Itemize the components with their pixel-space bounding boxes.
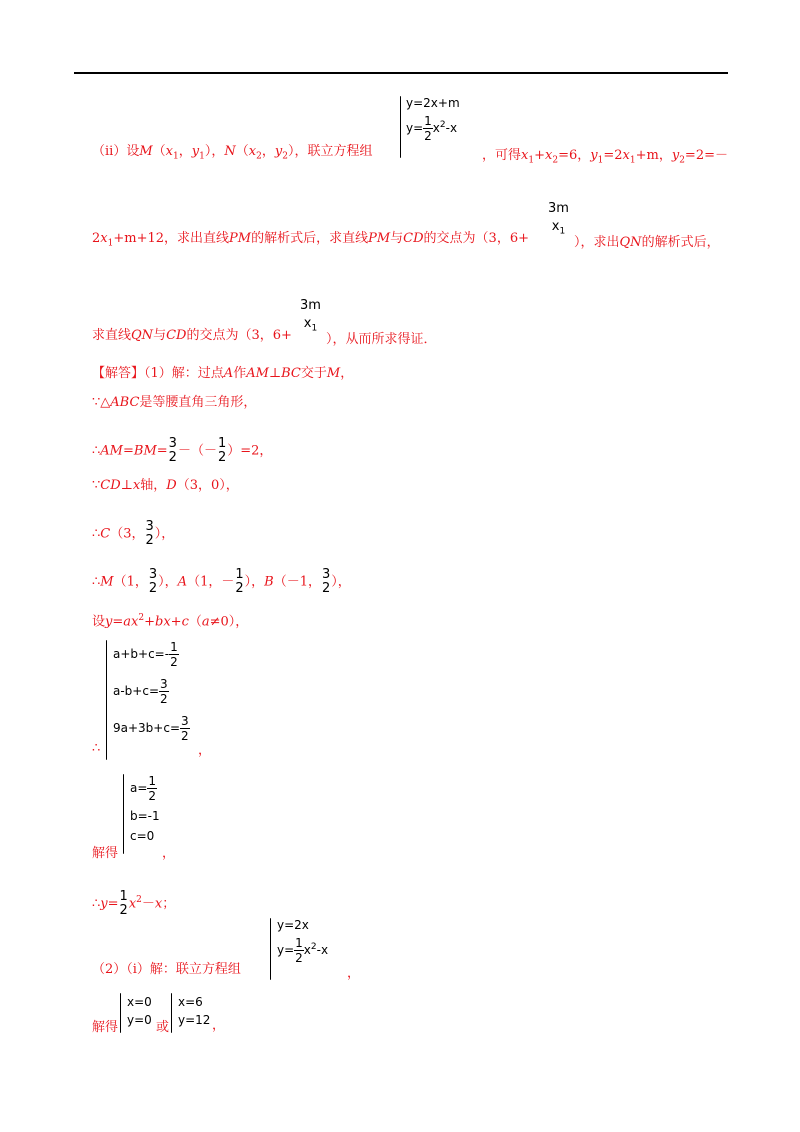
fraction-3m-x1-a: 3m $x_1$ (548, 201, 569, 237)
jiede-label-2: 解得 (92, 1020, 119, 1035)
equation-system-d: x=0 y=0 (127, 995, 152, 1027)
paragraph-ii-line1: （ii）设$M(x_1$，$y_1$），$N(x_2$，$y_2$），联立方程组 (92, 144, 373, 162)
equation-system-b: a= $\frac{1}{2}$ b=-1 c=0 (130, 774, 160, 843)
system-brace-d (120, 993, 121, 1033)
header-rule (74, 72, 728, 74)
paragraph-ii-line1-tail: ，可得$x_1+x_2=6$，$y_1=2x_1+m$，$y_2=2=-$ (482, 148, 728, 166)
therefore-symbol: ∴ (92, 741, 101, 756)
paragraph-ii-line2-tail: ），求出QN的解析式后， (574, 235, 720, 250)
answer-line3: ∴AM=BM= 3 2 －（－ 1 2 ）=2， (92, 436, 273, 465)
equation-system-1: y=2x+m y= $\frac{1}{2}$ $x^2-x$ (406, 96, 460, 143)
comma: ， (212, 1018, 226, 1033)
answer-line1: 【解答】（1）解：过点A作AM⊥BC交于M， (92, 366, 354, 381)
system-brace-b (123, 774, 124, 854)
answer-line6: ∴M（1， 3 2 ），A（1，－ 1 2 ），B（－1， 3 2 ）， (92, 567, 351, 596)
equation-line: y=2x+m (406, 96, 460, 110)
equation-system-e: x=6 y=12 (178, 995, 211, 1027)
answer-line5: ∴C（3， 3 2 ）， (92, 519, 175, 548)
paragraph-ii-line3-tail: ），从而所求得证． (326, 332, 437, 347)
answer-line8: ∴y= 1 2 $x^2-x$； (92, 889, 176, 918)
equation-system-c: y=2x y= $\frac{1}{2}$ $x^2-x$ (277, 918, 329, 965)
or-label: 或 (156, 1020, 170, 1035)
equation-system-a: a+b+c=- $\frac{1}{2}$ a-b+c= $\frac{3}{2}$ 9a+3b+c= $\frac{3}{2}$ (113, 640, 189, 743)
answer-line7: 设$y=ax^2+bx+c(a\ne 0)$， (92, 613, 249, 630)
comma: ， (198, 743, 212, 758)
answer-line2: ∵△ABC是等腰直角三角形， (92, 395, 257, 410)
system-brace-c (270, 918, 271, 980)
system-brace-e (171, 993, 172, 1033)
answer-line4: ∵CD⊥x轴，D（3，0）， (92, 478, 239, 493)
fraction-3m-x1-b: 3m $x_1$ (300, 298, 321, 334)
comma: ， (347, 966, 361, 981)
paragraph-ii-line2: $2x_1+m+12$，求出直线PM的解析式后，求直线PM与CD的交点为（3，6+ (92, 231, 529, 249)
answer-line9: （2）（i）解：联立方程组 (92, 962, 241, 977)
system-brace-a (106, 640, 107, 760)
comma: ， (162, 846, 176, 861)
jiede-label: 解得 (92, 846, 119, 861)
system-brace-1 (400, 96, 401, 158)
paragraph-ii-line3: 求直线QN与CD的交点为（3，6+ (92, 328, 292, 343)
